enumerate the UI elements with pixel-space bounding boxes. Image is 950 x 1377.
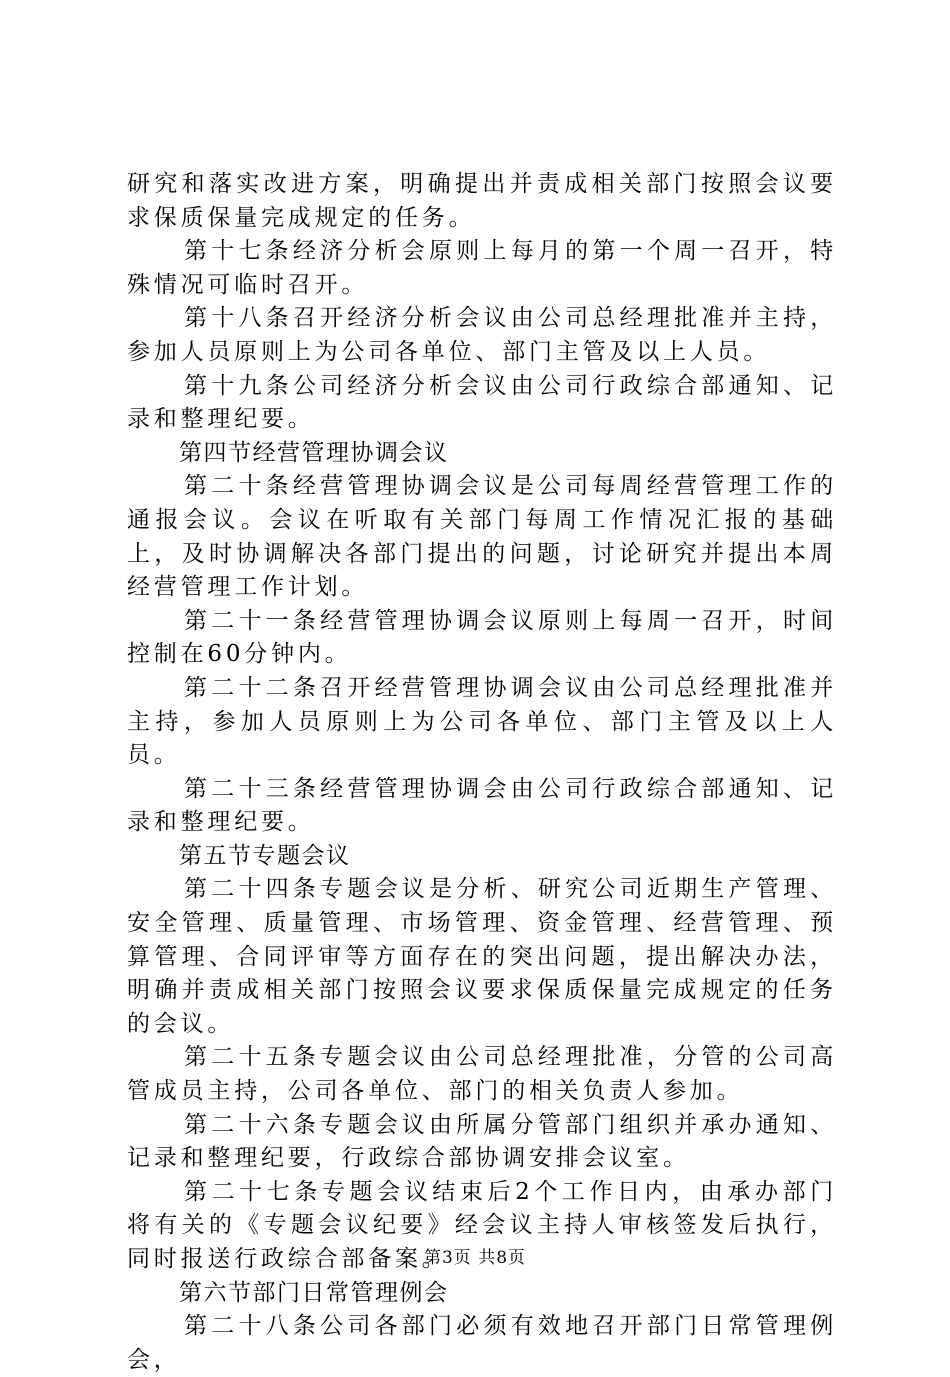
- section-heading-4: 第四节经营管理协调会议: [179, 439, 449, 466]
- section-heading-5: 第五节专题会议: [179, 842, 351, 869]
- article-25: 第二十五条专题会议由公司总经理批准，分管的公司高管成员主持，公司各单位、部门的相关负责人参加。: [127, 1044, 837, 1105]
- article-20: 第二十条经营管理协调会议是公司每周经营管理工作的通报会议。会议在听取有关部门每周工作情况汇报的基础上，及时协调解决各部门提出的问题，讨论研究并提出本周经营管理工作计划。: [127, 473, 837, 601]
- article-22: 第二十二条召开经营管理协调会议由公司总经理批准并主持，参加人员原则上为公司各单位、部门主管及以上人员。: [127, 674, 837, 769]
- article-28: 第二十八条公司各部门必须有效地召开部门日常管理例会，: [127, 1313, 837, 1373]
- section-heading-6: 第六节部门日常管理例会: [179, 1279, 449, 1306]
- page-number-footer: 第3页 共8页: [423, 1248, 527, 1268]
- article-24: 第二十四条专题会议是分析、研究公司近期生产管理、安全管理、质量管理、市场管理、资金管理、经营管理、预算管理、合同评审等方面存在的突出问题，提出解决办法，明确并责成相关部门按照会议要求保质保量完成规定的任务的会议。: [127, 876, 837, 1037]
- article-17: 第十七条经济分析会原则上每月的第一个周一召开，特殊情况可临时召开。: [127, 238, 837, 298]
- article-18: 第十八条召开经济分析会议由公司总经理批准并主持，参加人员原则上为公司各单位、部门主管及以上人员。: [127, 305, 837, 365]
- article-21: 第二十一条经营管理协调会议原则上每周一召开，时间控制在60分钟内。: [127, 607, 837, 668]
- article-27: 第二十七条专题会议结束后2个工作日内，由承办部门将有关的《专题会议纪要》经会议主持人审核签发后执行，同时报送行政综合部备案。: [127, 1178, 837, 1272]
- article-23: 第二十三条经营管理协调会由公司行政综合部通知、记录和整理纪要。: [127, 775, 837, 836]
- article-26: 第二十六条专题会议由所属分管部门组织并承办通知、记录和整理纪要，行政综合部协调安排会议室。: [127, 1111, 837, 1172]
- document-body: [127, 168, 837, 1377]
- paragraph-continuation: 研究和落实改进方案，明确提出并责成相关部门按照会议要求保质保量完成规定的任务。: [127, 171, 837, 231]
- article-19: 第十九条公司经济分析会议由公司行政综合部通知、记录和整理纪要。: [127, 372, 837, 433]
